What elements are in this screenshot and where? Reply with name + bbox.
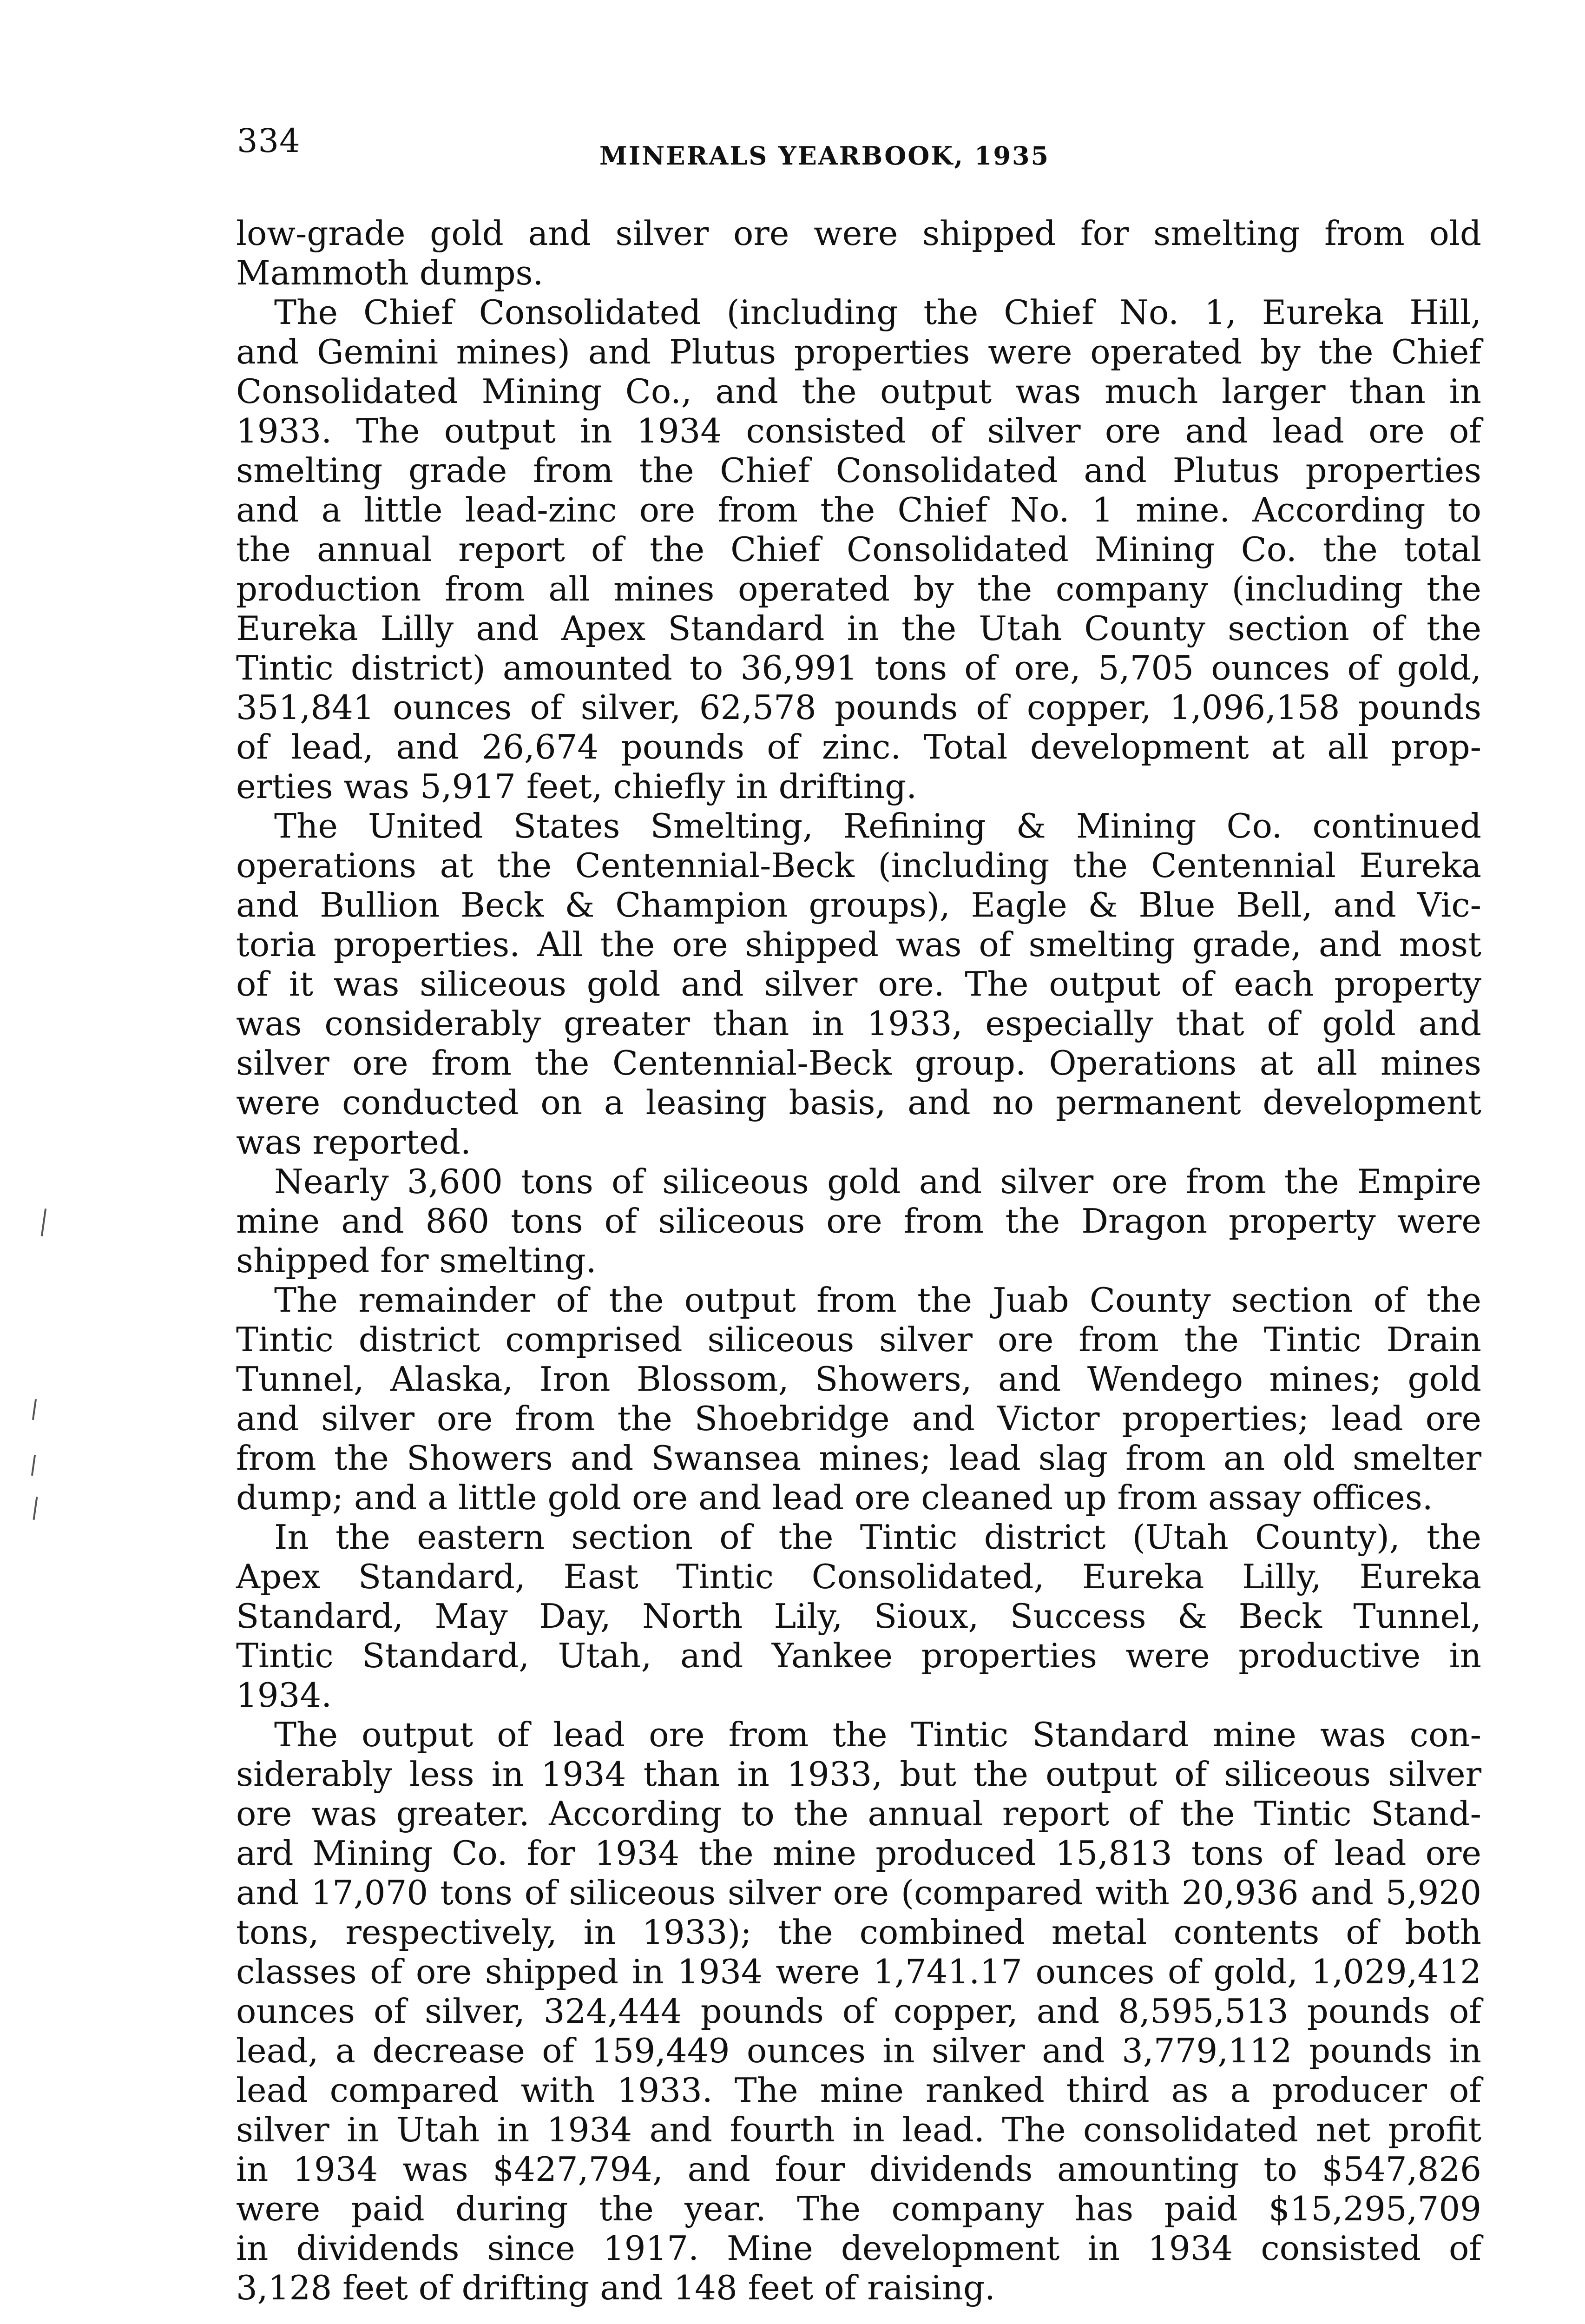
text-line: shipped for smelting.	[236, 1241, 597, 1280]
text-line: erties was 5,917 feet, chiefly in drifting.	[236, 767, 917, 806]
text-line: 1934.	[236, 1676, 332, 1715]
text-line: and Bullion Beck & Champion groups), Eagle & Blue Bell, and Vic-	[236, 885, 1481, 924]
running-title: MINERALS YEARBOOK, 1935	[599, 141, 1050, 171]
text-line: Consolidated Mining Co., and the output was much larger than in	[236, 372, 1481, 411]
text-line: ore was greater. According to the annual report of the Tintic Stand-	[236, 1794, 1481, 1833]
text-line: toria properties. All the ore shipped was of smelting grade, and most	[236, 925, 1481, 964]
text-line: low-grade gold and silver ore were shipped for smelting from old	[236, 214, 1481, 253]
paragraph	[236, 806, 1481, 1162]
text-line: siderably less in 1934 than in 1933, but the output of siliceous silver	[236, 1755, 1481, 1794]
text-line: in 1934 was $427,794, and four dividends amounting to $547,826	[236, 2150, 1481, 2189]
text-line: smelting grade from the Chief Consolidated and Plutus properties	[236, 451, 1481, 490]
text-line: Apex Standard, East Tintic Consolidated, Eureka Lilly, Eureka	[236, 1557, 1481, 1596]
text-line: silver ore from the Centennial-Beck group. Operations at all mines	[236, 1043, 1481, 1083]
margin-scan-mark	[41, 1208, 46, 1236]
text-line: Tintic Standard, Utah, and Yankee properties were productive in	[236, 1636, 1481, 1675]
text-line: and 17,070 tons of siliceous silver ore (compared with 20,936 and 5,920	[236, 1873, 1481, 1912]
text-line: The output of lead ore from the Tintic Standard mine was con-	[274, 1715, 1481, 1754]
text-line: Eureka Lilly and Apex Standard in the Utah County section of the	[236, 609, 1481, 648]
text-line: in dividends since 1917. Mine development in 1934 consisted of	[236, 2229, 1481, 2268]
text-line: were conducted on a leasing basis, and no permanent development	[236, 1083, 1481, 1122]
text-line: lead, a decrease of 159,449 ounces in silver and 3,779,112 pounds in	[236, 2031, 1481, 2070]
text-line: 1933. The output in 1934 consisted of silver ore and lead ore of	[236, 411, 1481, 450]
text-line: from the Showers and Swansea mines; lead slag from an old smelter	[236, 1439, 1481, 1478]
margin-scan-mark	[32, 1399, 37, 1420]
text-line: Tintic district comprised siliceous silver ore from the Tintic Drain	[236, 1320, 1481, 1359]
body-text	[236, 214, 1481, 2308]
text-line: Mammoth dumps.	[236, 253, 544, 292]
text-line: The United States Smelting, Refining & Mining Co. continued	[274, 806, 1481, 845]
text-line: was reported.	[236, 1122, 471, 1162]
text-line: lead compared with 1933. The mine ranked third as a producer of	[236, 2071, 1481, 2110]
paragraph	[236, 1518, 1481, 1715]
page-number: 334	[237, 122, 301, 160]
text-line: were paid during the year. The company has paid $15,295,709	[236, 2189, 1481, 2228]
text-line: mine and 860 tons of siliceous ore from the Dragon property were	[236, 1202, 1481, 1241]
paragraph	[236, 293, 1481, 806]
paragraph	[236, 1715, 1481, 2308]
text-line: and a little lead-zinc ore from the Chief No. 1 mine. According to	[236, 490, 1481, 529]
paragraph	[236, 214, 1481, 293]
text-line: Tunnel, Alaska, Iron Blossom, Showers, and Wendego mines; gold	[236, 1360, 1481, 1399]
text-line: and silver ore from the Shoebridge and Victor properties; lead ore	[236, 1399, 1481, 1438]
text-line: Tintic district) amounted to 36,991 tons of ore, 5,705 ounces of gold,	[236, 648, 1481, 687]
text-line: classes of ore shipped in 1934 were 1,741.17 ounces of gold, 1,029,412	[236, 1952, 1481, 1991]
text-line: the annual report of the Chief Consolidated Mining Co. the total	[236, 530, 1481, 569]
text-line: ard Mining Co. for 1934 the mine produced 15,813 tons of lead ore	[236, 1834, 1481, 1873]
text-line: operations at the Centennial-Beck (including the Centennial Eureka	[236, 846, 1481, 885]
text-line: 3,128 feet of drifting and 148 feet of raising.	[236, 2268, 995, 2307]
paragraph	[236, 1162, 1481, 1281]
text-line: tons, respectively, in 1933); the combined metal contents of both	[236, 1913, 1481, 1952]
text-line: The Chief Consolidated (including the Chief No. 1, Eureka Hill,	[274, 293, 1481, 332]
text-line: of lead, and 26,674 pounds of zinc. Total development at all prop-	[236, 727, 1481, 766]
text-line: In the eastern section of the Tintic district (Utah County), the	[274, 1518, 1481, 1557]
text-line: 351,841 ounces of silver, 62,578 pounds of copper, 1,096,158 pounds	[236, 688, 1481, 727]
text-line: production from all mines operated by the company (including the	[236, 569, 1481, 608]
text-line: Standard, May Day, North Lily, Sioux, Success & Beck Tunnel,	[236, 1597, 1481, 1636]
text-line: Nearly 3,600 tons of siliceous gold and silver ore from the Empire	[274, 1162, 1481, 1201]
text-line: of it was siliceous gold and silver ore. The output of each property	[236, 964, 1481, 1004]
paragraph	[236, 1281, 1481, 1518]
text-line: The remainder of the output from the Juab County section of the	[274, 1281, 1481, 1320]
text-line: and Gemini mines) and Plutus properties were operated by the Chief	[236, 332, 1481, 371]
margin-scan-mark	[33, 1497, 38, 1520]
margin-scan-mark	[31, 1455, 36, 1476]
text-line: ounces of silver, 324,444 pounds of copper, and 8,595,513 pounds of	[236, 1992, 1481, 2031]
text-line: silver in Utah in 1934 and fourth in lead. The consolidated net profit	[236, 2110, 1481, 2149]
text-line: was considerably greater than in 1933, especially that of gold and	[236, 1004, 1481, 1043]
text-line: dump; and a little gold ore and lead ore cleaned up from assay offices.	[236, 1478, 1433, 1517]
